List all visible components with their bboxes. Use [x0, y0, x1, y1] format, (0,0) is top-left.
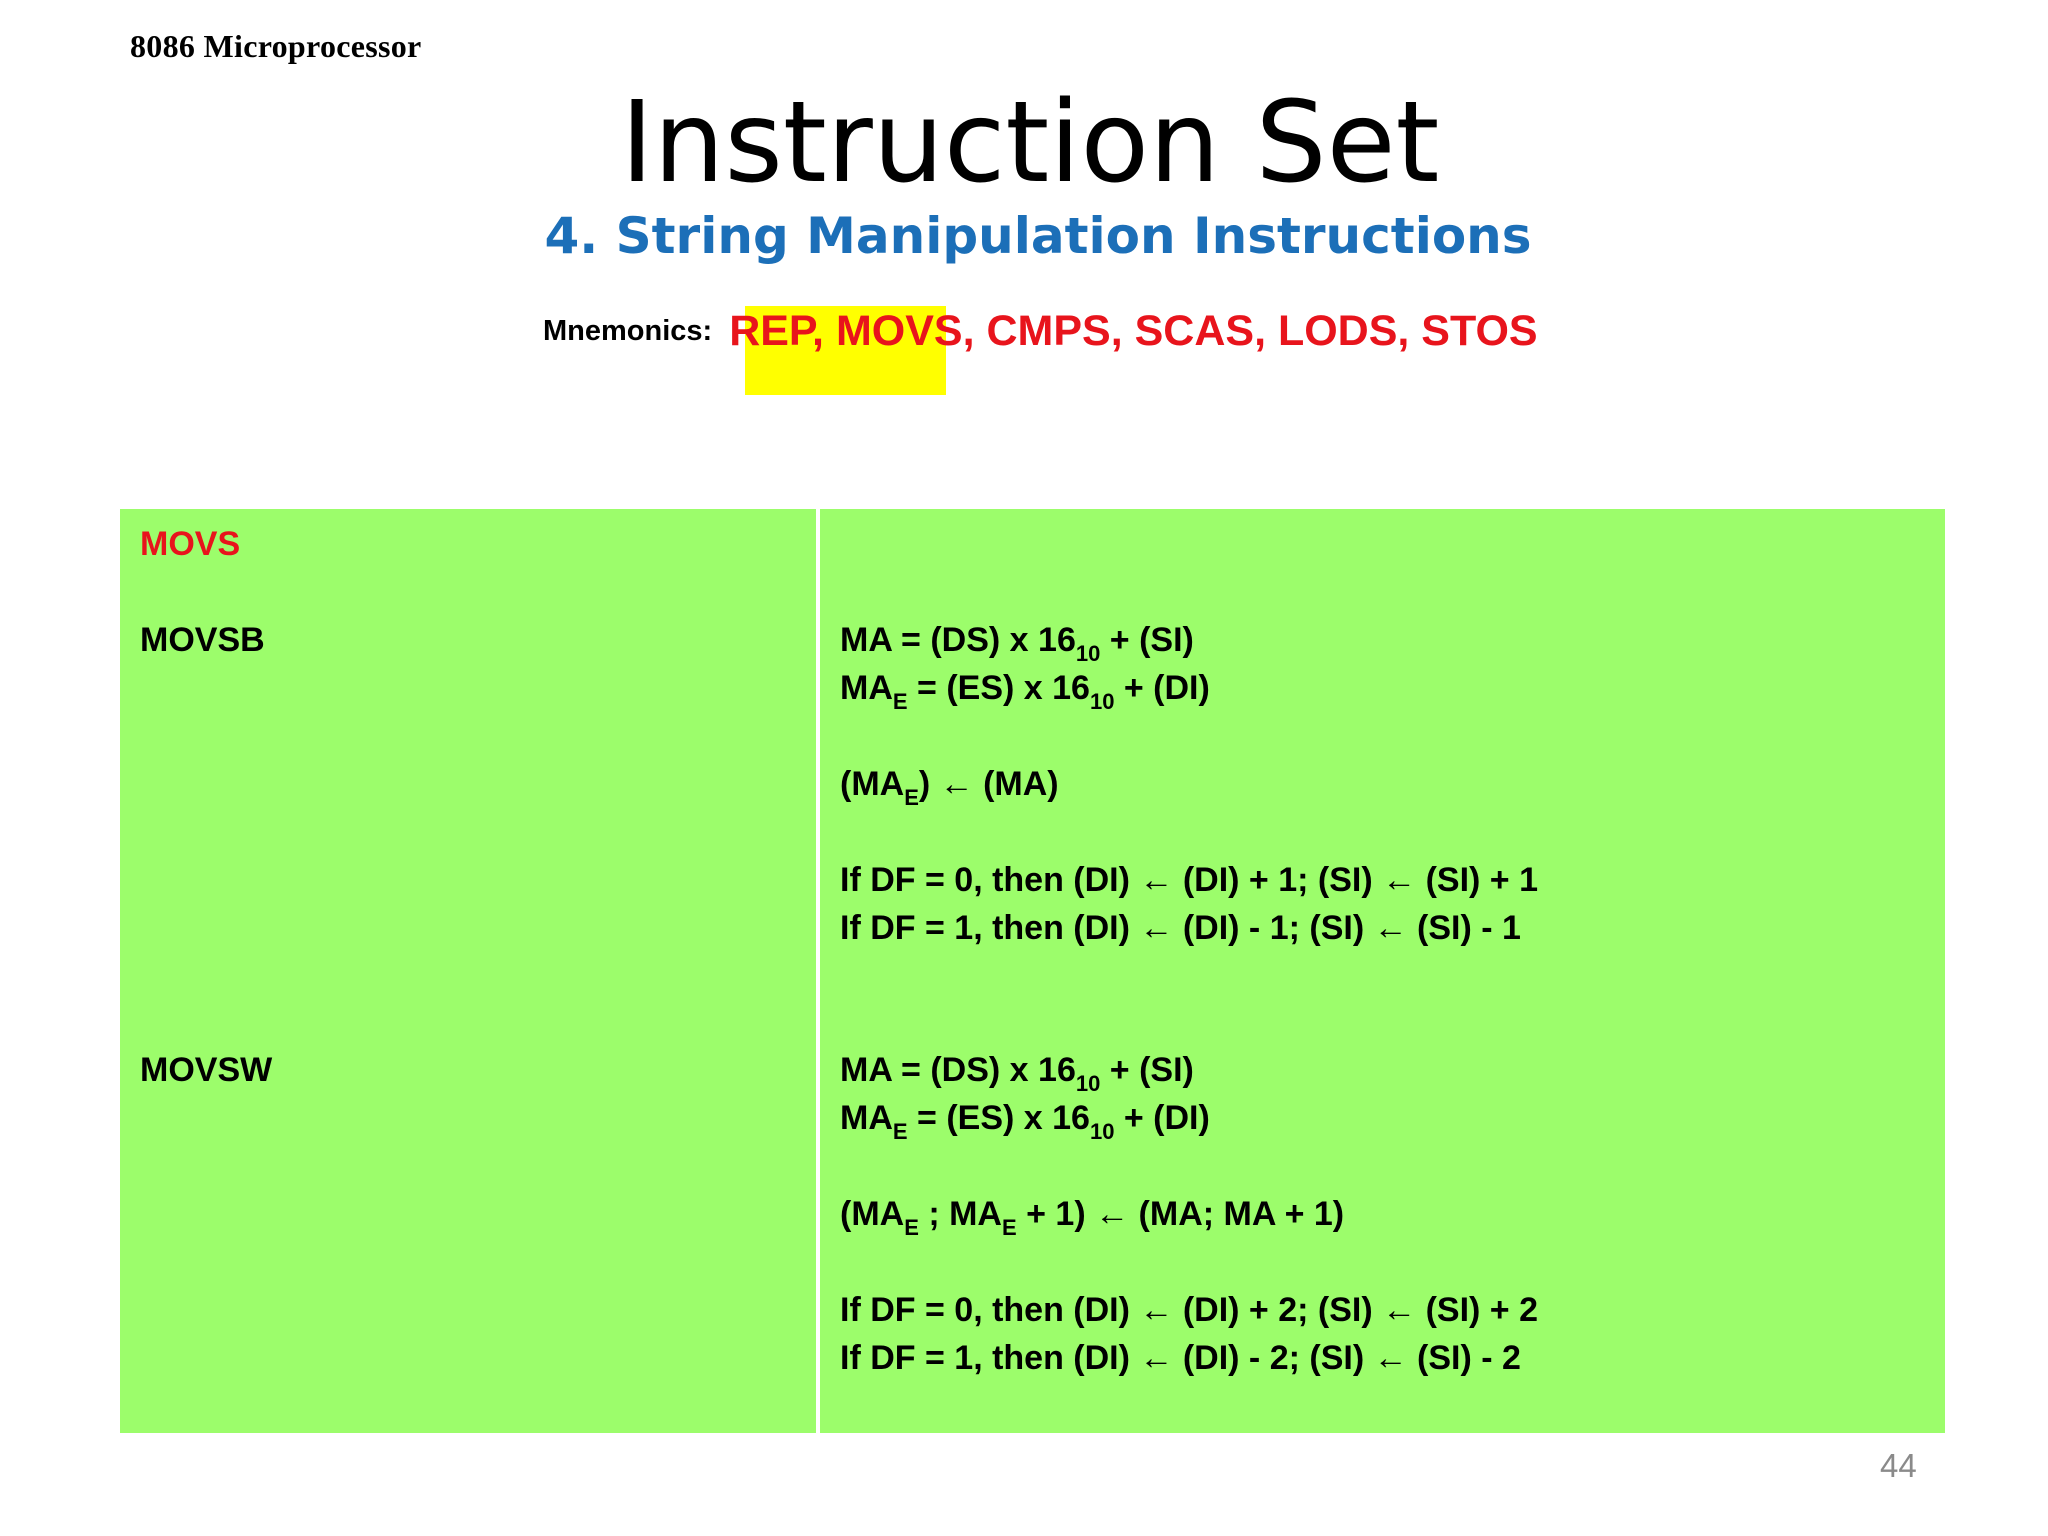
movsb-df0-rule: If DF = 0, then (DI) ← (DI) + 1; (SI) ← (SI) + 1	[840, 861, 1538, 899]
movsw-ma-formula: MA = (DS) x $16_{10} + (SI)$	[840, 1051, 1194, 1096]
movsw-transfer: ($MA_E$ ; $MA_E + 1$) ← (MA; MA + 1)	[840, 1195, 1345, 1240]
movs-heading: MOVS	[140, 525, 241, 563]
mnemonics-values	[729, 307, 1537, 356]
movsb-df1-rule: If DF = 1, then (DI) ← (DI) - 1; (SI) ← (SI) - 1	[840, 909, 1521, 947]
movsb-mae-formula: $MA_E = (ES)$ x $16_{10} + (DI)$	[840, 669, 1210, 714]
slide-subtitle: 4. String Manipulation Instructions	[544, 207, 1532, 265]
course-label: 8086 Microprocessor	[130, 28, 422, 64]
movsb-transfer: $(MA_E)$ ← (MA)	[840, 765, 1059, 810]
movsw-df0-rule: If DF = 0, then (DI) ← (DI) + 2; (SI) ← (SI) + 2	[840, 1291, 1538, 1329]
slide-title: Instruction Set	[620, 78, 1440, 208]
instruction-table	[120, 509, 1945, 1433]
movsw-label: MOVSW	[140, 1051, 273, 1089]
mnemonics-label: Mnemonics:	[543, 314, 713, 347]
page-number: 44	[1880, 1447, 1917, 1484]
mnemonics-values-text: REP, MOVS, CMPS, SCAS, LODS, STOS	[729, 306, 1538, 355]
movsb-ma-formula: MA = (DS) x $16_{10} + (SI)$	[840, 621, 1194, 666]
movsw-mae-formula: $MA_E = (ES)$ x $16_{10} + (DI)$	[840, 1099, 1210, 1144]
movsb-label: MOVSB	[140, 621, 265, 659]
column-divider	[816, 509, 820, 1433]
mnemonics-line	[543, 286, 1538, 376]
movsw-df1-rule: If DF = 1, then (DI) ← (DI) - 2; (SI) ← (SI) - 2	[840, 1339, 1521, 1377]
